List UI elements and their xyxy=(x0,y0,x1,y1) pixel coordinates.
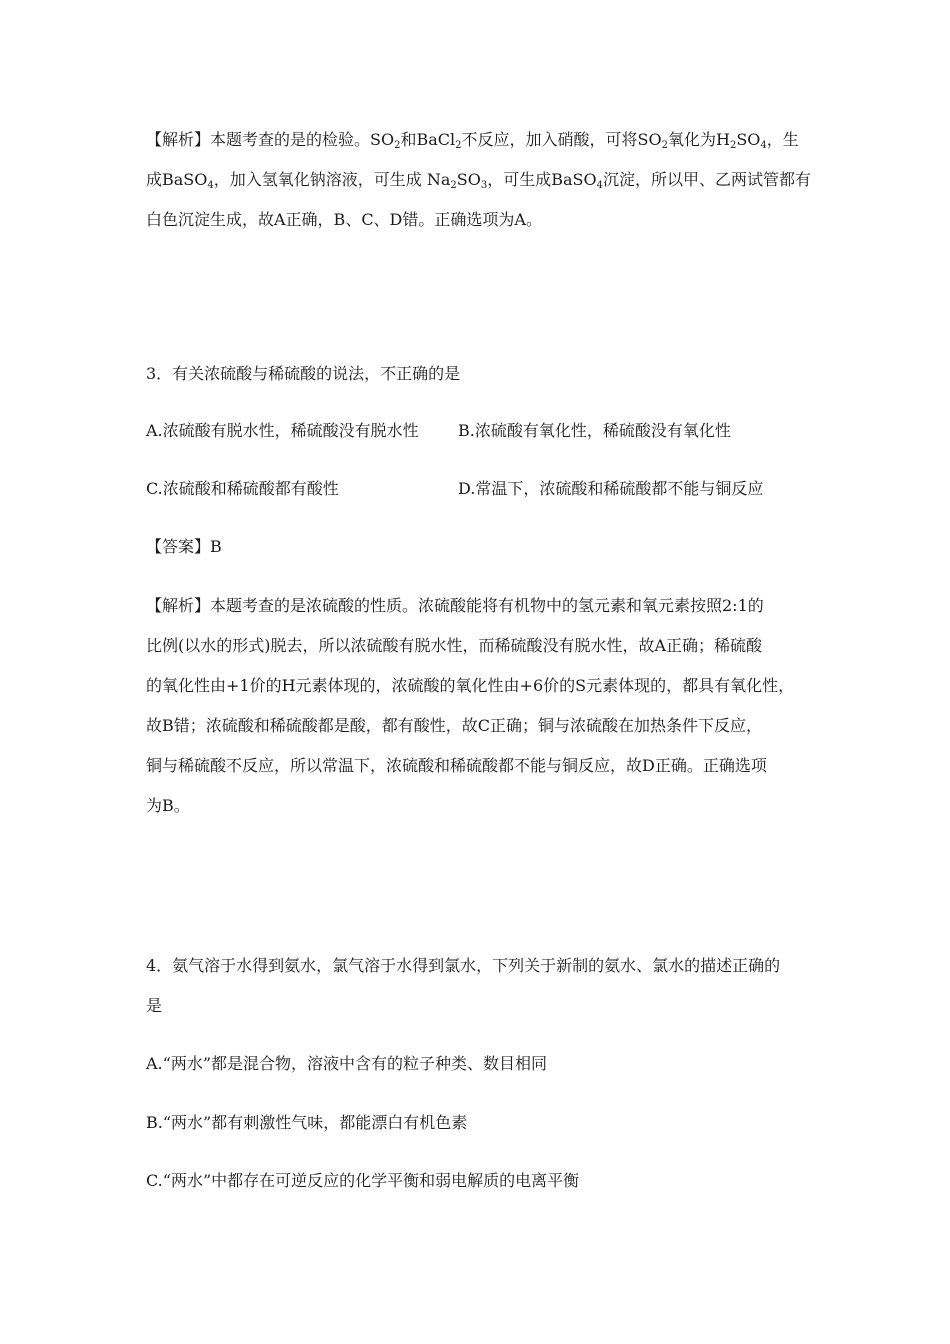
subscript: 2 xyxy=(450,180,457,191)
subscript: 2 xyxy=(394,140,401,151)
q4-stem-line-2: 是 xyxy=(146,996,163,1015)
q4-option-a: A.“两水”都是混合物，溶液中含有的粒子种类、数目相同 xyxy=(146,1054,548,1073)
text-run: 白色沉淀生成，故A正确，B、C、D错。正确选项为A。 xyxy=(146,210,542,229)
q4-option-b: B.“两水”都有刺激性气味，都能漂白有机色素 xyxy=(146,1113,468,1132)
text-run: 成BaSO xyxy=(146,170,208,189)
text-run: ，加入氢氧化钠溶液，可生成 Na xyxy=(213,170,451,189)
text-run: 氧化为H xyxy=(667,130,730,149)
q3-analysis-line-5: 铜与稀硫酸不反应，所以常温下，浓硫酸和稀硫酸都不能与铜反应，故D正确。正确选项 xyxy=(146,756,767,775)
q3-answer: 【答案】B xyxy=(146,537,222,556)
text-run: 【解析】本题考查的是的检验。SO xyxy=(146,130,395,149)
subscript: 2 xyxy=(729,140,737,151)
q3-analysis-line-3: 的氧化性由+1价的H元素体现的，浓硫酸的氧化性由+6价的S元素体现的，都具有氧化性， xyxy=(146,676,795,695)
q3-option-d: D.常温下，浓硫酸和稀硫酸都不能与铜反应 xyxy=(458,479,764,498)
q3-stem: 3．有关浓硫酸与稀硫酸的说法，不正确的是 xyxy=(146,364,461,383)
text-run: 沉淀，所以甲、乙两试管都有 xyxy=(603,170,812,189)
q3-analysis-line-4: 故B错；浓硫酸和稀硫酸都是酸，都有酸性，故C正确；铜与浓硫酸在加热条件下反应， xyxy=(146,716,763,735)
q3-option-a: A.浓硫酸有脱水性，稀硫酸没有脱水性 xyxy=(146,421,419,440)
text-run: SO xyxy=(456,170,481,189)
subscript: 4 xyxy=(596,180,603,191)
subscript: 2 xyxy=(455,140,462,151)
text-run: ，生 xyxy=(766,130,799,149)
q3-options-row-1 xyxy=(146,421,419,441)
q3-analysis-line-1: 【解析】本题考查的是浓硫酸的性质。浓硫酸能将有机物中的氢元素和氧元素按照2:1的 xyxy=(146,596,764,615)
q3-analysis-line-6: 为B。 xyxy=(146,796,190,815)
q4-option-c: C.“两水”中都存在可逆反应的化学平衡和弱电解质的电离平衡 xyxy=(146,1171,580,1190)
subscript: 4 xyxy=(207,180,214,191)
q3-option-b: B.浓硫酸有氧化性，稀硫酸没有氧化性 xyxy=(458,421,731,440)
q4-stem-line-1: 4．氨气溶于水得到氨水，氯气溶于水得到氯水，下列关于新制的氨水、氯水的描述正确的 xyxy=(146,956,781,975)
text-run: 不反应，加入硝酸，可将SO xyxy=(461,130,662,149)
text-run: ，可生成BaSO xyxy=(487,170,597,189)
analysis1-line-1 xyxy=(146,130,799,150)
analysis1-line-2 xyxy=(146,170,811,190)
subscript: 2 xyxy=(661,140,668,151)
text-run: 和BaCl xyxy=(400,130,456,149)
subscript: 4 xyxy=(760,140,767,151)
q3-option-c: C.浓硫酸和稀硫酸都有酸性 xyxy=(146,479,339,498)
text-run: SO xyxy=(736,130,761,149)
subscript: 3 xyxy=(480,180,488,191)
analysis1-line-3 xyxy=(146,210,542,230)
q3-analysis-line-2: 比例(以水的形式)脱去，所以浓硫酸有脱水性，而稀硫酸没有脱水性，故A正确；稀硫酸 xyxy=(146,636,763,655)
